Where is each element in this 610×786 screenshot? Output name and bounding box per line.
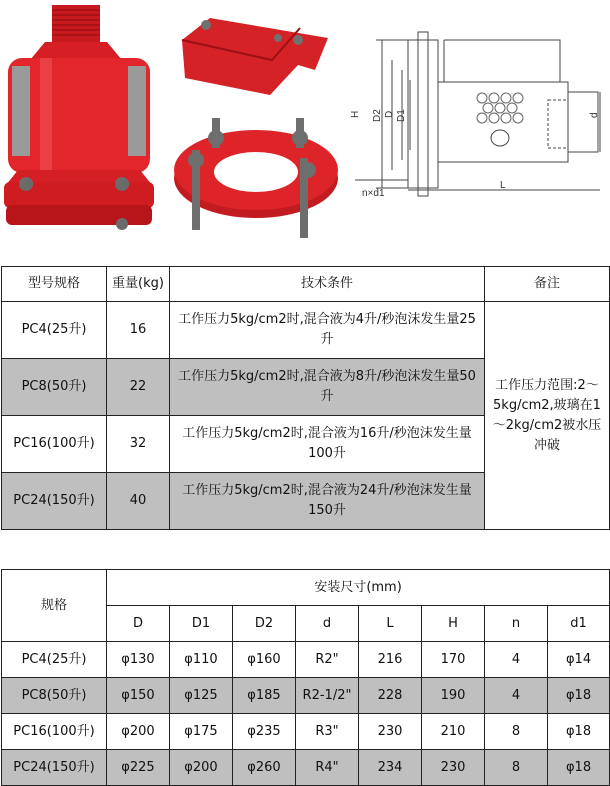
value-cell: 4	[485, 642, 548, 678]
label-small-d: d	[589, 112, 600, 118]
header-condition: 技术条件	[170, 267, 485, 302]
condition-cell: 工作压力5kg/cm2时,混合液为4升/秒泡沫发生量25升	[170, 302, 485, 359]
note-cell: 工作压力范围:2～5kg/cm2,玻璃在1～2kg/cm2被水压冲破	[485, 302, 610, 530]
weight-cell: 22	[107, 359, 170, 416]
value-cell: φ200	[170, 750, 233, 786]
value-cell: 8	[485, 750, 548, 786]
value-cell: 210	[422, 714, 485, 750]
value-cell: 8	[485, 714, 548, 750]
value-cell: 234	[359, 750, 422, 786]
value-cell: φ260	[233, 750, 296, 786]
col-small-d: d	[296, 606, 359, 642]
value-cell: φ235	[233, 714, 296, 750]
label-d: D	[384, 110, 395, 118]
value-cell: φ185	[233, 678, 296, 714]
value-cell: R2"	[296, 642, 359, 678]
value-cell: φ200	[107, 714, 170, 750]
value-cell: 230	[359, 714, 422, 750]
value-cell: φ18	[548, 714, 610, 750]
value-cell: φ150	[107, 678, 170, 714]
table-row	[2, 642, 610, 678]
spec-table	[1, 266, 610, 530]
value-cell: 190	[422, 678, 485, 714]
model-cell: PC16(100升)	[2, 416, 107, 473]
header-install-dims: 安装尺寸(mm)	[107, 570, 610, 606]
value-cell: φ130	[107, 642, 170, 678]
value-cell: 216	[359, 642, 422, 678]
value-cell: φ18	[548, 750, 610, 786]
label-d2: D2	[372, 109, 383, 122]
table-row	[2, 750, 610, 786]
label-l: L	[500, 180, 506, 191]
value-cell: 4	[485, 678, 548, 714]
model-cell: PC16(100升)	[2, 714, 107, 750]
col-h: H	[422, 606, 485, 642]
value-cell: φ225	[107, 750, 170, 786]
value-cell: φ175	[170, 714, 233, 750]
model-cell: PC8(50升)	[2, 678, 107, 714]
header-spec: 规格	[2, 570, 107, 642]
flange-photo	[174, 118, 338, 238]
col-n: n	[485, 606, 548, 642]
value-cell: φ125	[170, 678, 233, 714]
value-cell: R4"	[296, 750, 359, 786]
value-cell: R2-1/2"	[296, 678, 359, 714]
condition-cell: 工作压力5kg/cm2时,混合液为24升/秒泡沫发生量150升	[170, 473, 485, 530]
weight-cell: 40	[107, 473, 170, 530]
col-d2: D2	[233, 606, 296, 642]
product-images	[0, 0, 610, 250]
value-cell: 230	[422, 750, 485, 786]
col-l: L	[359, 606, 422, 642]
weight-cell: 16	[107, 302, 170, 359]
condition-cell: 工作压力5kg/cm2时,混合液为8升/秒泡沫发生量50升	[170, 359, 485, 416]
value-cell: R3"	[296, 714, 359, 750]
value-cell: φ160	[233, 642, 296, 678]
value-cell: 170	[422, 642, 485, 678]
table-row	[2, 714, 610, 750]
col-d1: D1	[170, 606, 233, 642]
col-small-d1: d1	[548, 606, 610, 642]
foam-generator-photo	[4, 5, 154, 230]
label-d1: D1	[396, 109, 407, 122]
model-cell: PC4(25升)	[2, 302, 107, 359]
header-model: 型号规格	[2, 267, 107, 302]
model-cell: PC4(25升)	[2, 642, 107, 678]
dimensions-table	[1, 569, 610, 786]
value-cell: φ110	[170, 642, 233, 678]
model-cell: PC24(150升)	[2, 750, 107, 786]
label-h: H	[350, 110, 361, 118]
model-cell: PC8(50升)	[2, 359, 107, 416]
table-row	[2, 678, 610, 714]
condition-cell: 工作压力5kg/cm2时,混合液为16升/秒泡沫发生量100升	[170, 416, 485, 473]
glass-holder-photo	[182, 18, 328, 95]
weight-cell: 32	[107, 416, 170, 473]
value-cell: φ14	[548, 642, 610, 678]
value-cell: 228	[359, 678, 422, 714]
model-cell: PC24(150升)	[2, 473, 107, 530]
label-nd: n×d1	[362, 188, 385, 199]
table-row	[2, 302, 610, 359]
col-d: D	[107, 606, 170, 642]
header-note: 备注	[485, 267, 610, 302]
header-weight: 重量(kg)	[107, 267, 170, 302]
value-cell: φ18	[548, 678, 610, 714]
